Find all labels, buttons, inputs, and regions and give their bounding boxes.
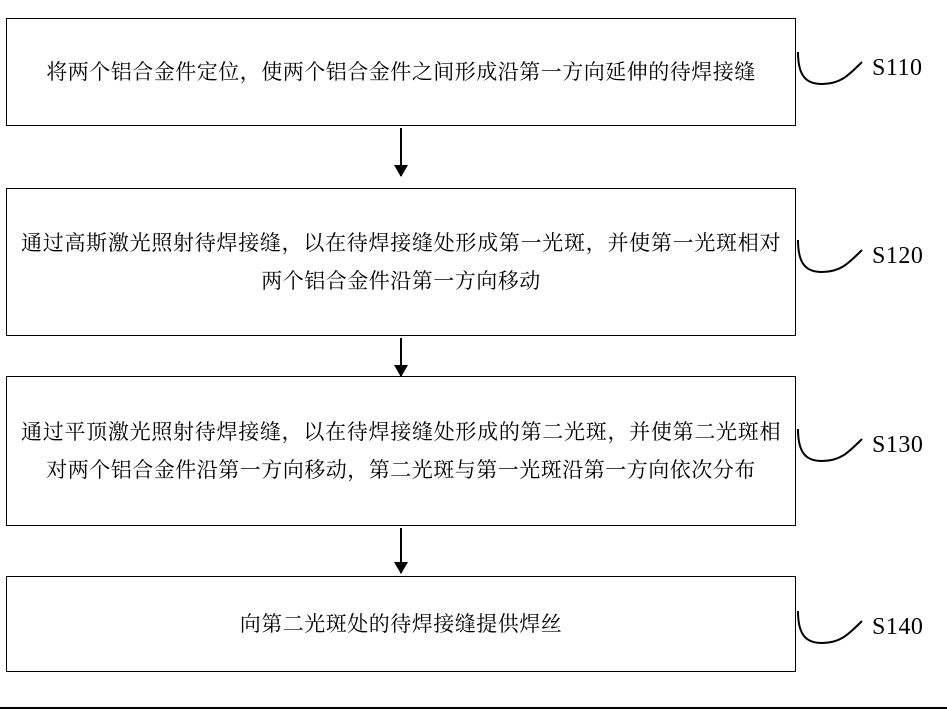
flow-step-s110: [6, 18, 796, 126]
flow-step-s130-label: S130: [872, 432, 924, 458]
brace-s110: [796, 50, 866, 94]
connector-s110-s120: [400, 128, 402, 176]
brace-s120: [796, 238, 866, 282]
flow-step-s120: [6, 188, 796, 336]
flow-step-s130: [6, 376, 796, 526]
flow-step-s120-label: S120: [872, 243, 924, 269]
flow-step-s140-text: 向第二光斑处的待焊接缝提供焊丝: [239, 612, 563, 636]
brace-s140: [796, 609, 866, 653]
brace-s130: [796, 427, 866, 471]
flow-step-s110-text: 将两个铝合金件定位，使两个铝合金件之间形成沿第一方向延伸的待焊接缝: [46, 60, 756, 84]
flow-step-s130-text: 通过平顶激光照射待焊接缝，以在待焊接缝处形成的第二光斑，并使第二光斑相对两个铝合金件沿第一方向移动，第二光斑与第一光斑沿第一方向依次分布: [21, 420, 781, 482]
flow-step-s110-label: S110: [872, 55, 923, 81]
connector-s130-s140: [400, 528, 402, 573]
flow-step-s140: [6, 576, 796, 672]
flow-step-s140-label: S140: [872, 614, 924, 640]
connector-s120-s130: [400, 338, 402, 376]
flow-step-s120-text: 通过高斯激光照射待焊接缝，以在待焊接缝处形成第一光斑，并使第一光斑相对两个铝合金件沿第一方向移动: [21, 231, 781, 293]
